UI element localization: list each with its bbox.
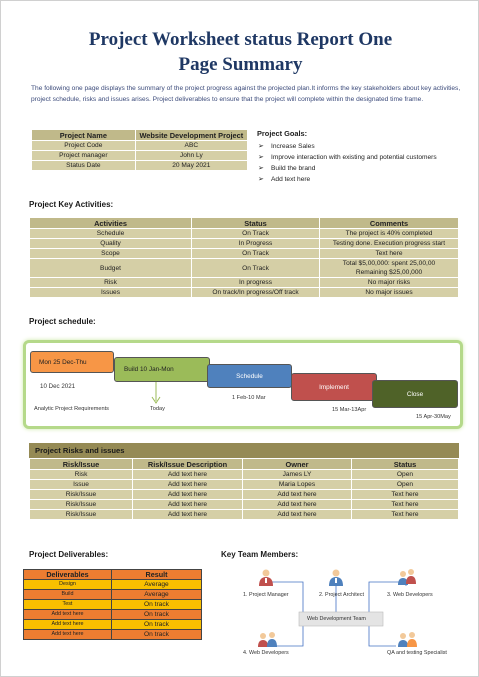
table-row [24, 580, 202, 590]
table-cell: Average [112, 590, 202, 600]
table-cell: On track [112, 610, 202, 620]
table-cell: Risk/Issue [30, 510, 133, 520]
table-cell: Add text here [24, 610, 112, 620]
column-header: Status [352, 459, 459, 470]
table-cell: 20 May 2021 [135, 161, 247, 171]
table-cell: Issue [30, 480, 133, 490]
table-row [30, 500, 459, 510]
table-cell: In progress [192, 278, 320, 288]
schedule-box-schedule [207, 364, 292, 388]
table-cell: Average [112, 580, 202, 590]
table-cell: Text here [320, 249, 459, 259]
column-header: Risk/Issue [30, 459, 133, 470]
table-cell: On Track [192, 249, 320, 259]
table-cell: No major issues [320, 288, 459, 298]
schedule-box-implement [291, 373, 377, 401]
table-row [30, 229, 459, 239]
schedule-box-build [114, 357, 210, 382]
table-row [24, 620, 202, 630]
table-cell: Build [24, 590, 112, 600]
schedule-label: Analytic Project Requirements [34, 406, 109, 412]
down-arrow-icon [150, 382, 162, 404]
risks-table [29, 458, 459, 520]
table-cell: Add text here [24, 630, 112, 640]
column-header: Comments [320, 218, 459, 229]
qa-specialist-group-icon [397, 630, 421, 648]
architect-person-icon [327, 568, 345, 586]
table-row [30, 510, 459, 520]
schedule-timeline [23, 340, 463, 429]
table-cell: Add text here [133, 500, 243, 510]
team-diagram [231, 564, 473, 664]
risks-heading: Project Risks and issues [29, 443, 459, 458]
table-cell: On track/In progress/Off track [192, 288, 320, 298]
schedule-box-text: Mon 25 Dec-Thu [39, 358, 87, 366]
table-cell: Add text here [133, 480, 243, 490]
column-header: Activities [30, 218, 192, 229]
column-header: Deliverables [24, 570, 112, 580]
table-row [30, 288, 459, 298]
table-cell: Testing done. Execution progress start [320, 239, 459, 249]
table-cell: Project manager [32, 151, 136, 161]
table-cell: Maria Lopes [243, 480, 352, 490]
table-cell: On track [112, 630, 202, 640]
schedule-box-text: Schedule [236, 372, 263, 380]
web-developers-group-icon [257, 630, 281, 648]
schedule-box-text: Implement [319, 383, 349, 391]
arrow-bullet-icon: ➢ [258, 143, 264, 150]
table-cell: Budget [30, 259, 192, 278]
table-cell: Project Code [32, 141, 136, 151]
column-header: Result [112, 570, 202, 580]
table-cell: Test [24, 600, 112, 610]
team-member-label: 3. Web Developers [387, 592, 433, 598]
table-cell: Quality [30, 239, 192, 249]
schedule-date: 1 Feb-10 Mar [232, 395, 266, 401]
goal-text: Improve interaction with existing and potential customers [271, 154, 437, 161]
goal-text: Add text here [271, 176, 311, 183]
intro-paragraph: The following one page displays the summary of the project progress against the projected plan.It informs the key stakeholders about key activities, project schedule, risks and issues arises. Project deliverables to ensure that the project will complete within the designated time frame. [31, 85, 461, 103]
table-cell: Add text here [24, 620, 112, 630]
table-cell: Add text here [243, 510, 352, 520]
table-row [24, 590, 202, 600]
table-cell: ABC [135, 141, 247, 151]
table-row [24, 600, 202, 610]
list-item [257, 141, 472, 152]
schedule-box-text: Close [406, 390, 424, 398]
project-name-value: Website Development Project [135, 130, 247, 141]
risks-section [29, 443, 459, 520]
deliverables-table [23, 569, 202, 640]
schedule-date: 15 Mar-13Apr [332, 407, 367, 413]
table-cell: Schedule [30, 229, 192, 239]
table-cell: Risk [30, 470, 133, 480]
schedule-box-text: Build 10 Jan-Mon [124, 366, 174, 373]
table-cell: The project is 40% completed [320, 229, 459, 239]
arrow-bullet-icon: ➢ [258, 165, 264, 172]
column-header: Owner [243, 459, 352, 470]
table-cell: Design [24, 580, 112, 590]
title-line-2: Page Summary [178, 54, 303, 75]
table-row [30, 480, 459, 490]
table-cell: Add text here [133, 510, 243, 520]
table-cell: Scope [30, 249, 192, 259]
column-header: Risk/Issue Description [133, 459, 243, 470]
table-cell: Risk/Issue [30, 490, 133, 500]
table-cell: Open [352, 470, 459, 480]
schedule-box-analytic [30, 351, 114, 373]
activities-table [29, 217, 459, 298]
schedule-date: 10 Dec 2021 [40, 383, 76, 390]
table-row [30, 490, 459, 500]
table-cell: Add text here [243, 500, 352, 510]
project-info-table [31, 129, 248, 171]
schedule-date: 15 Apr-30May [416, 414, 451, 420]
schedule-box-close [372, 380, 458, 408]
table-row [24, 610, 202, 620]
table-cell: John Ly [135, 151, 247, 161]
table-cell: Total $5,00,000: spent 25,00,00 Remaining $25,00,000 [320, 259, 459, 278]
table-cell: On track [112, 600, 202, 610]
list-item [257, 163, 472, 174]
table-row [30, 278, 459, 288]
table-cell: In Progress [192, 239, 320, 249]
table-row [30, 259, 459, 278]
table-row [24, 630, 202, 640]
table-cell: Risk [30, 278, 192, 288]
team-member-label: QA and testing Specialist [387, 650, 447, 656]
goal-text: Increase Sales [271, 143, 315, 150]
table-cell: Text here [352, 510, 459, 520]
table-row [30, 249, 459, 259]
developers-group-icon [397, 568, 421, 586]
goals-heading: Project Goals: [257, 129, 308, 138]
project-name-label: Project Name [32, 130, 136, 141]
list-item [257, 152, 472, 163]
table-cell: Add text here [133, 470, 243, 480]
project-goals [257, 129, 472, 185]
table-cell: Status Date [32, 161, 136, 171]
table-row [30, 470, 459, 480]
table-cell: Open [352, 480, 459, 490]
column-header: Status [192, 218, 320, 229]
table-cell: Text here [352, 500, 459, 510]
table-cell: James LY [243, 470, 352, 480]
table-cell: Issues [30, 288, 192, 298]
title-line-1: Project Worksheet status Report One [88, 29, 393, 50]
deliverables-heading: Project Deliverables: [29, 550, 109, 559]
team-member-label: 2. Project Architect [319, 592, 364, 598]
goals-list [257, 141, 472, 185]
activities-heading: Project Key Activities: [29, 200, 114, 209]
page-title [1, 27, 479, 77]
arrow-bullet-icon: ➢ [258, 154, 264, 161]
table-cell: Risk/Issue [30, 500, 133, 510]
table-cell: On Track [192, 229, 320, 239]
table-cell: Add text here [243, 490, 352, 500]
table-row [30, 239, 459, 249]
goal-text: Build the brand [271, 165, 316, 172]
table-cell: On track [112, 620, 202, 630]
arrow-bullet-icon: ➢ [258, 176, 264, 183]
team-member-label: 1. Project Manager [243, 592, 289, 598]
team-member-label: 4. Web Developers [243, 650, 289, 656]
manager-person-icon [257, 568, 275, 586]
today-marker: Today [150, 406, 165, 412]
table-cell: Add text here [133, 490, 243, 500]
team-center-label: Web Development Team [307, 616, 366, 622]
table-cell: Text here [352, 490, 459, 500]
schedule-heading: Project schedule: [29, 317, 96, 326]
table-cell: On Track [192, 259, 320, 278]
team-heading: Key Team Members: [221, 550, 299, 559]
table-cell: No major risks [320, 278, 459, 288]
list-item [257, 174, 472, 185]
